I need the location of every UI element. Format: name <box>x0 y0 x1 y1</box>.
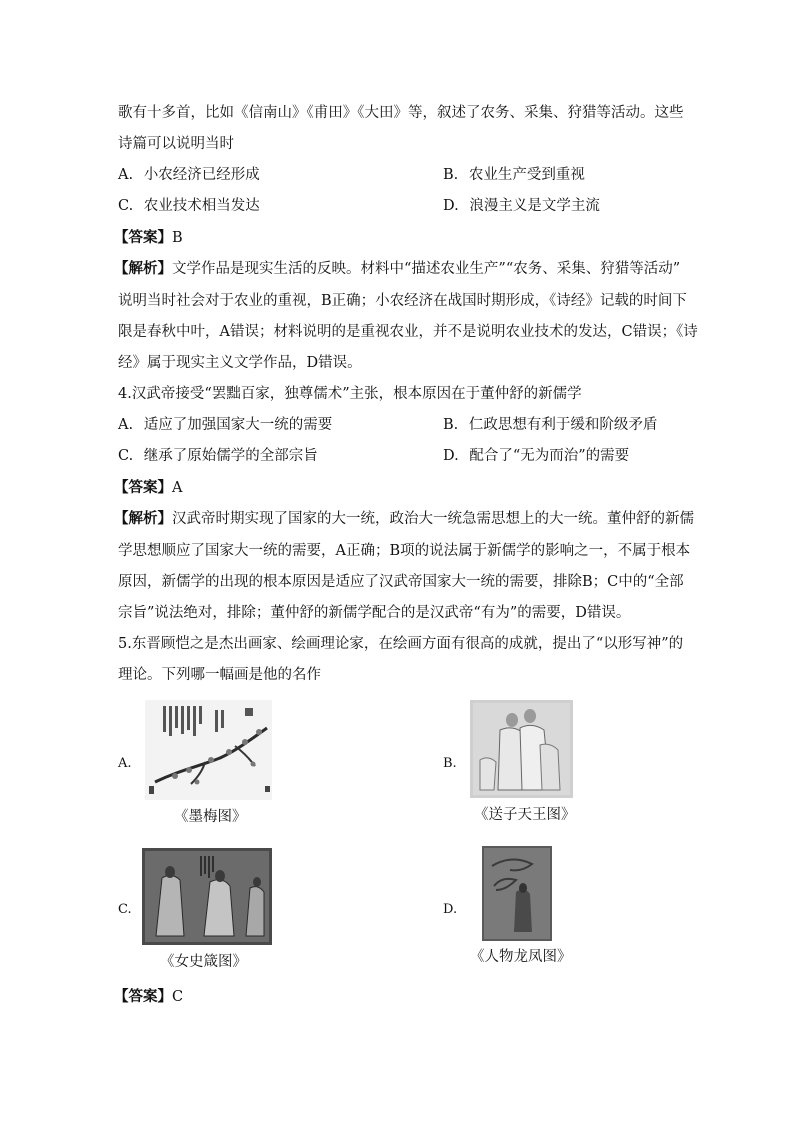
q5-answer <box>114 988 183 1006</box>
option-text: 仁政思想有利于缓和阶级矛盾 <box>468 417 658 433</box>
q4-stem: 4.汉武帝接受“罢黜百家，独尊儒术”主张，根本原因在于董仲舒的新儒学 <box>118 386 582 402</box>
analysis-tag: 【解析】 <box>114 510 172 527</box>
figure-painting-icon <box>470 700 573 798</box>
q5-option-a-label: A. <box>118 756 132 771</box>
q5-stem-line-2: 理论。下列哪一幅画是他的名作 <box>118 667 321 683</box>
answer-value: A <box>172 480 183 496</box>
q3-answer <box>114 229 183 247</box>
option-label: C. <box>118 448 134 464</box>
answer-value: C <box>172 989 184 1005</box>
analysis-text: 文学作品是现实生活的反映。材料中“描述农业生产”“农务、采集、狩猎等活动” <box>172 261 681 277</box>
painting-c-image <box>142 848 272 945</box>
q3-option-a <box>118 166 260 184</box>
q5-stem-line-1: 5.东晋顾恺之是杰出画家、绘画理论家，在绘画方面有很高的成就，提出了“以形写神”的 <box>118 636 684 652</box>
option-text: 浪漫主义是文学主流 <box>469 198 600 214</box>
q5-option-c-label: C. <box>118 902 132 917</box>
q3-option-b <box>443 166 585 184</box>
option-label: B. <box>443 417 459 433</box>
option-label: C. <box>118 198 134 214</box>
q3-analysis-line-3: 限是春秋中叶，A错误；材料说明的是重视农业，并不是说明农业技术的发达，C错误；《诗 <box>118 324 698 340</box>
q4-analysis-line-3: 原因，新儒学的出现的根本原因是适应了汉武帝国家大一统的需要，排除B；C中的“全部 <box>118 574 684 590</box>
q3-analysis-line-4: 经》属于现实主义文学作品，D错误。 <box>118 355 362 371</box>
answer-tag: 【答案】 <box>114 479 172 496</box>
q4-option-b <box>443 416 657 434</box>
option-text: 农业生产受到重视 <box>468 167 585 183</box>
q4-analysis-line-2: 学思想顺应了国家大一统的需要，A正确；B项的说法属于新儒学的影响之一，不属于根本 <box>118 543 691 559</box>
q4-analysis-line-4: 宗旨”说法绝对，排除；董仲舒的新儒学配合的是汉武帝“有为”的需要，D错误。 <box>118 605 631 621</box>
q4-answer <box>114 479 182 497</box>
option-text: 继承了原始儒学的全部宗旨 <box>143 448 318 464</box>
q3-stem-line-1: 歌有十多首，比如《信南山》《甫田》《大田》等，叙述了农务、采集、狩猎等活动。这些 <box>118 105 684 121</box>
answer-tag: 【答案】 <box>114 988 172 1005</box>
option-text: 配合了“无为而治”的需要 <box>469 448 630 464</box>
q5-option-c-caption: 《女史箴图》 <box>160 954 247 970</box>
analysis-tag: 【解析】 <box>114 260 172 277</box>
option-label: B. <box>443 167 459 183</box>
q4-option-a <box>118 416 332 434</box>
painting-d-image <box>482 846 552 941</box>
q4-analysis-line-1 <box>114 510 694 528</box>
q4-option-d <box>443 447 629 465</box>
option-text: 农业技术相当发达 <box>143 198 260 214</box>
painting-a-image <box>145 700 272 800</box>
q3-option-c <box>118 197 260 215</box>
painting-b-image <box>470 700 573 798</box>
analysis-text: 汉武帝时期实现了国家的大一统，政治大一统急需思想上的大一统。董仲舒的新儒 <box>172 511 694 527</box>
option-text: 小农经济已经形成 <box>143 167 260 183</box>
option-label: A. <box>118 417 134 433</box>
q4-option-c <box>118 447 318 465</box>
q5-option-b-label: B. <box>443 756 457 771</box>
q3-analysis-line-1 <box>114 260 680 278</box>
option-label: D. <box>443 448 459 464</box>
q3-stem-line-2: 诗篇可以说明当时 <box>118 136 234 152</box>
option-text: 适应了加强国家大一统的需要 <box>143 417 333 433</box>
q5-option-d-label: D. <box>443 902 458 917</box>
q5-option-a-caption: 《墨梅图》 <box>174 809 247 825</box>
answer-value: B <box>172 230 183 246</box>
answer-tag: 【答案】 <box>114 229 172 246</box>
admonitions-scroll-painting-icon <box>142 848 272 945</box>
q5-option-d-caption: 《人物龙凤图》 <box>470 949 572 965</box>
q3-option-d <box>443 197 600 215</box>
dragon-phoenix-figure-painting-icon <box>482 846 552 941</box>
option-label: A. <box>118 167 134 183</box>
option-label: D. <box>443 198 459 214</box>
q3-analysis-line-2: 说明当时社会对于农业的重视，B正确；小农经济在战国时期形成，《诗经》记载的时间下 <box>118 293 687 309</box>
plum-blossom-painting-icon <box>145 700 272 800</box>
q5-option-b-caption: 《送子天王图》 <box>474 807 576 823</box>
